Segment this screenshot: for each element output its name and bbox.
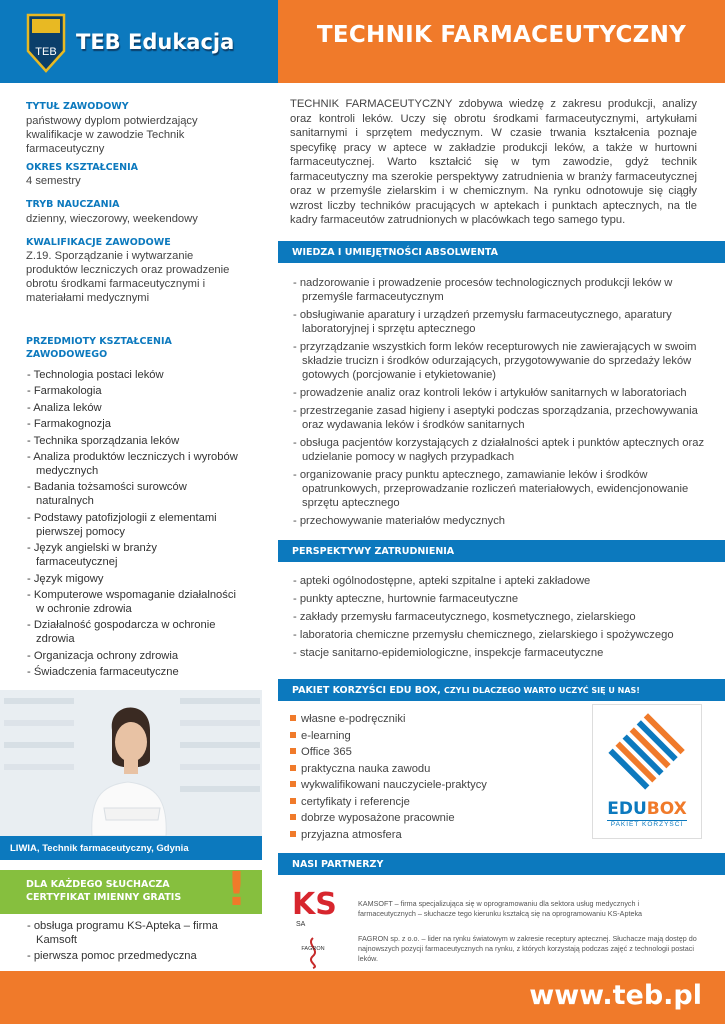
benefits-heading: PAKIET KORZYŚCI EDU BOX, <box>292 685 441 696</box>
subject-item <box>26 618 241 646</box>
career-item <box>290 646 710 660</box>
subjects-heading: PRZEDMIOTY KSZTAŁCENIA ZAWODOWEGO <box>26 336 172 360</box>
benefits-subheading: CZYLI DLACZEGO WARTO UCZYĆ SIĘ U NAS! <box>444 686 640 695</box>
benefits-heading-bar <box>278 679 725 701</box>
subject-item <box>26 541 241 569</box>
certificate-item-text: - obsługa programu KS-Apteka – firma Kamsoft <box>27 920 218 946</box>
page-title: TECHNIK FARMACEUTYCZNY <box>316 22 687 48</box>
subject-item <box>26 368 241 382</box>
benefit-item <box>290 778 490 792</box>
career-item <box>290 592 710 606</box>
mode-heading: TRYB NAUCZANIA <box>26 199 120 210</box>
bullet-square-icon <box>290 715 296 721</box>
title-heading: TYTUŁ ZAWODOWY <box>26 101 129 112</box>
subject-item-text: - Komputerowe wspomaganie działalności w ochronie zdrowia <box>27 588 236 615</box>
skill-item <box>290 276 710 304</box>
bullet-square-icon <box>290 831 296 837</box>
bullet-square-icon <box>290 814 296 820</box>
career-item-text: - zakłady przemysłu farmaceutycznego, kosmetycznego, zielarskiego <box>293 611 636 623</box>
bullet-square-icon <box>290 732 296 738</box>
career-item <box>290 574 710 588</box>
benefit-item-text: e-learning <box>301 729 351 742</box>
edubox-word-edu: EDU <box>607 799 647 819</box>
subject-item <box>26 480 241 508</box>
benefit-item-text: praktyczna nauka zawodu <box>301 762 431 775</box>
title-text: państwowy dyplom potwierdzający kwalifikacje w zawodzie Technik farmaceutyczny <box>26 115 198 155</box>
skill-item-text: - nadzorowanie i prowadzenie procesów technologicznych produkcji leków w przemyśle farmaceutycznym <box>293 277 673 303</box>
period-heading: OKRES KSZTAŁCENIA <box>26 162 138 173</box>
skills-list <box>290 276 710 532</box>
skill-item-text: - przestrzeganie zasad higieny i aseptyki podczas sporządzania, przechowywania oraz wydawania leków i środków sanitarnych <box>293 405 698 431</box>
kamsoft-logo <box>290 884 338 928</box>
subject-item-text: - Technologia postaci leków <box>27 369 164 381</box>
fagron-logo-text: FAGRON <box>301 946 325 952</box>
certificate-heading: DLA KAŻDEGO SŁUCHACZA CERTYFIKAT IMIENNY GRATIS <box>26 879 182 903</box>
certificate-list <box>26 919 258 966</box>
benefit-item-text: przyjazna atmosfera <box>301 828 402 841</box>
column-gap <box>262 83 278 971</box>
qualification-text: Z.19. Sporządzanie i wytwarzanie produktów leczniczych oraz prowadzenie obrotu środkami farmaceutycznymi i materiałami medycznymi <box>26 250 230 304</box>
fagron-text: FAGRON sp. z o.o. – lider na rynku światowym w zakresie receptury aptecznej. Słuchacze mają dostęp do najnowszych pozycji farmaceutycznych na rynku, z których korzystają podczas zajęć z technologii postaci leków. <box>358 934 697 963</box>
edubox-logo <box>592 704 702 839</box>
benefit-item-text: Office 365 <box>301 746 352 758</box>
career-item <box>290 628 710 642</box>
skill-item <box>290 308 710 336</box>
subject-item-text: - Farmakognozja <box>27 418 111 431</box>
skills-heading: WIEDZA I UMIEJĘTNOŚCI ABSOLWENTA <box>292 247 498 258</box>
benefit-item <box>290 712 490 726</box>
partners-heading-bar <box>278 853 725 875</box>
period-text: 4 semestry <box>26 175 81 187</box>
subject-item <box>26 511 241 539</box>
benefit-item-text: wykwalifikowani nauczyciele-praktycy <box>301 779 487 791</box>
bullet-square-icon <box>290 781 296 787</box>
skill-item-text: - przechowywanie materiałów medycznych <box>293 515 506 527</box>
subject-item <box>26 665 241 679</box>
edubox-word-box: BOX <box>646 799 687 819</box>
career-item-text: - laboratoria chemiczne przemysłu chemicznego, zielarskiego i spożywczego <box>293 629 674 641</box>
skill-item <box>290 386 710 400</box>
skill-item <box>290 436 710 464</box>
subject-item-text: - Podstawy patofizjologii z elementami pierwszej pomocy <box>27 511 217 538</box>
subject-item <box>26 450 241 478</box>
subjects-list <box>26 368 241 679</box>
subject-item <box>26 417 241 431</box>
certificate-item <box>26 949 258 963</box>
benefits-list <box>290 712 490 844</box>
qualification-heading: KWALIFIKACJE ZAWODOWE <box>26 237 171 248</box>
skill-item <box>290 468 710 510</box>
benefit-item <box>290 729 490 743</box>
career-item <box>290 610 710 624</box>
career-item-text: - apteki ogólnodostępne, apteki szpitalne i apteki zakładowe <box>293 575 591 587</box>
subject-item-text: - Język angielski w branży farmaceutycznej <box>27 542 157 569</box>
career-item-text: - punkty apteczne, hurtownie farmaceutyczne <box>293 593 519 605</box>
subject-item <box>26 572 241 586</box>
benefit-item <box>290 828 490 842</box>
subject-item <box>26 401 241 415</box>
brand-name: TEB Edukacja <box>76 30 235 54</box>
skill-item <box>290 514 710 528</box>
subject-item-text: - Badania tożsamości surowców naturalnych <box>27 481 187 508</box>
fagron-logo <box>296 934 330 970</box>
skill-item-text: - przyrządzanie wszystkich form leków recepturowych nie zawierających w swoim składzie trucizn i środków odurzających, przygotowywanie do sprzedaży leków gotowych (porcjowanie i etykietowanie) <box>293 341 697 381</box>
bullet-square-icon <box>290 765 296 771</box>
partners-heading: NASI PARTNERZY <box>292 859 384 870</box>
careers-list <box>290 574 710 664</box>
kamsoft-text: KAMSOFT – firma specjalizująca się w oprogramowaniu dla sektora usług medycznych i farmaceutycznych – słuchacze tego kierunku kształcą się na oprogramowaniu KS-Apteka <box>358 899 643 918</box>
career-item-text: - stacje sanitarno-epidemiologiczne, inspekcje farmaceutyczne <box>293 647 604 659</box>
mode-text: dzienny, wieczorowy, weekendowy <box>26 213 198 225</box>
certificate-item-text: - pierwsza pomoc przedmedyczna <box>27 950 197 963</box>
subject-item-text: - Język migowy <box>27 572 104 585</box>
subject-item <box>26 649 241 663</box>
benefit-item-text: certyfikaty i referencje <box>301 795 410 808</box>
benefit-item <box>290 762 490 776</box>
benefit-item <box>290 745 490 759</box>
benefit-item-text: dobrze wyposażone pracownie <box>301 812 455 824</box>
skill-item-text: - prowadzenie analiz oraz kontroli leków i artykułów sanitarnych w laboratoriach <box>293 387 687 399</box>
subject-item-text: - Świadczenia farmaceutyczne <box>27 666 179 679</box>
subject-item <box>26 384 241 398</box>
exclamation-mark: ! <box>226 862 247 916</box>
ks-logo-text: KS <box>292 887 337 922</box>
skill-item <box>290 340 710 382</box>
subject-item <box>26 588 241 616</box>
subject-item-text: - Działalność gospodarcza w ochronie zdrowia <box>27 619 216 646</box>
careers-heading-bar <box>278 540 725 562</box>
benefit-item <box>290 811 490 825</box>
ks-logo-sub: SA <box>296 921 306 928</box>
intro-text: TECHNIK FARMACEUTYCZNY zdobywa wiedzę z zakresu produkcji, analizy oraz kontroli leków. Uczy się obrotu środkami farmaceutycznymi, artykułami sanitarnymi i sprzętem medycznym. W czasie trwania kształcenia poznaje specyfikę pracy w aptece w zakładzie produkcji leków, a także w hurtowni farmaceutycznej. Warto kształcić się w tym zawodzie, gdyż technik farmaceutyczny ma szerokie perspektywy zatrudnienia w branży farmaceutycznej oraz w przemyśle zielarskim i w chemicznym. Na rynku odnotowuje się ciągły wzrost liczby techników pracujących w aptekach i punktach aptecznych, na tle kadry farmaceutów zatrudnionych w placówkach tego samego typu. <box>290 98 697 226</box>
skill-item-text: - obsługiwanie aparatury i urządzeń przemysłu farmaceutycznego, aparatury laboratoryjnej i sprzętu aptecznego <box>293 309 672 335</box>
skill-item-text: - organizowanie pracy punktu aptecznego, zamawianie leków i środków opatrunkowych, przeprowadzanie rozliczeń materiałowych, ewidencjonowanie sprzętu aptecznego <box>293 469 689 509</box>
benefit-item-text: własne e-podręczniki <box>301 713 406 725</box>
careers-heading: PERSPEKTYWY ZATRUDNIENIA <box>292 546 455 557</box>
website-link[interactable]: www.teb.pl <box>529 980 702 1011</box>
benefit-item <box>290 795 490 809</box>
subject-item-text: - Analiza produktów leczniczych i wyrobów medycznych <box>27 450 238 477</box>
skills-heading-bar <box>278 241 725 263</box>
certificate-item <box>26 919 258 947</box>
subject-item-text: - Analiza leków <box>27 401 102 414</box>
logo-text: TEB <box>35 46 57 58</box>
subject-item-text: - Organizacja ochrony zdrowia <box>27 649 179 662</box>
edubox-stripes-icon <box>593 705 703 795</box>
skill-item-text: - obsługa pacjentów korzystających z działalności aptek i punktów aptecznych oraz udzielanie pomocy w nagłych przypadkach <box>293 437 705 463</box>
subject-item-text: - Technika sporządzania leków <box>27 434 180 447</box>
student-photo <box>0 690 262 836</box>
subject-item-text: - Farmakologia <box>27 385 102 398</box>
skill-item <box>290 404 710 432</box>
photo-caption: LIWIA, Technik farmaceutyczny, Gdynia <box>0 836 262 860</box>
edubox-subtitle: PAKIET KORZYŚCI <box>607 820 687 828</box>
bullet-square-icon <box>290 748 296 754</box>
teb-shield-logo <box>26 13 66 73</box>
subject-item <box>26 434 241 448</box>
bullet-square-icon <box>290 798 296 804</box>
